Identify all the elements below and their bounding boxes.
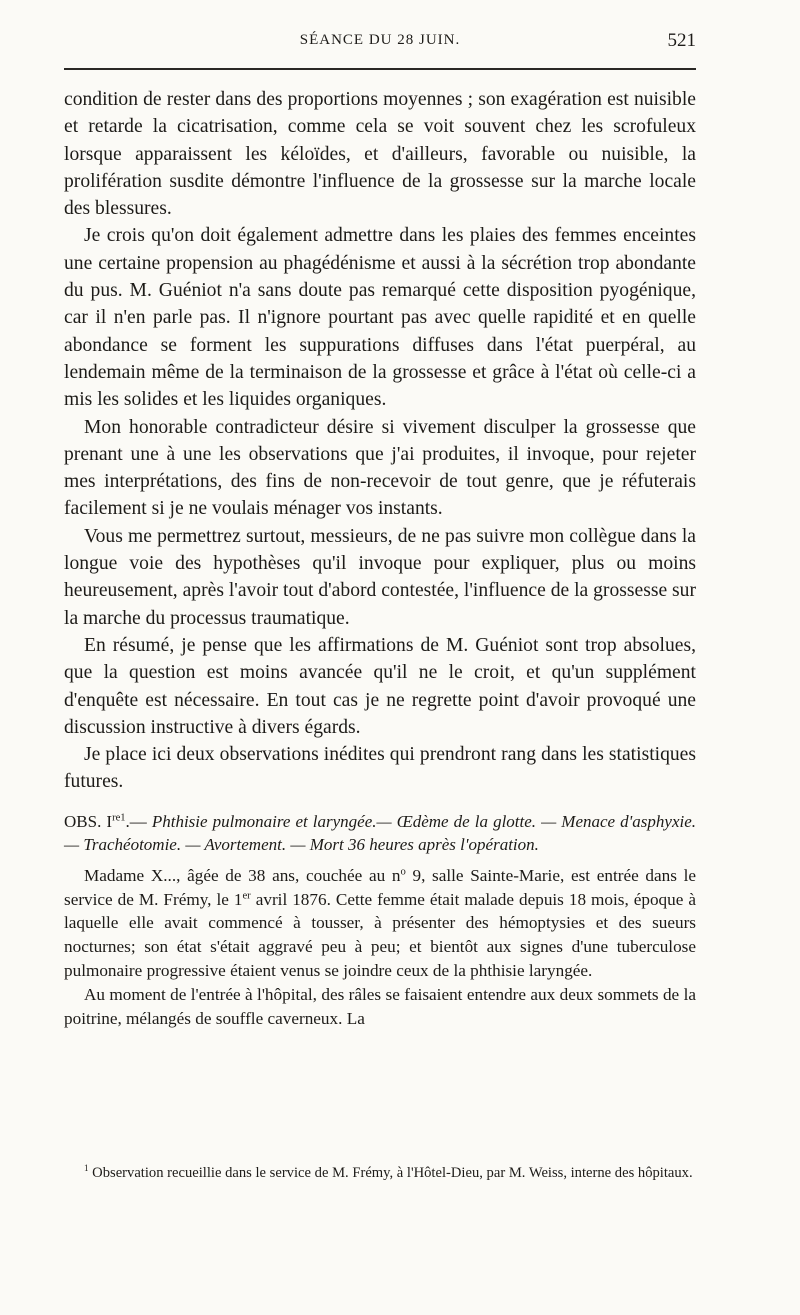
paragraph: Vous me permettrez surtout, messieurs, de ne pas suivre mon collègue dans la longue voie des hypothèses qu'il invoque pour expliquer, plus ou moins heureusement, après l'avoir tout d'abord contestée, l'influence de la grossesse sur la marche du processus traumatique. [64,525,696,629]
observation-paragraph [64,864,696,983]
paragraph: En résumé, je pense que les affirmations de M. Guéniot sont trop absolues, que la question est moins avancée qu'il ne le croit, et qu'un supplément d'enquête est nécessaire. En tout cas je ne regrette point d'avoir provoqué une discussion instructive à divers égards. [64,634,696,738]
observation-body [64,864,696,1031]
page-number: 521 [667,30,696,51]
running-head [64,30,696,54]
header-rule [64,68,696,70]
observation-label-sup: re1 [112,812,126,824]
observation-paragraph: Au moment de l'entrée à l'hôpital, des râles se faisaient entendre aux deux sommets de la poitrine, mélangés de souffle caverneux. La [64,984,696,1028]
paragraph: Je crois qu'on doit également admettre dans les plaies des femmes enceintes une certaine propension au phagédénisme et aussi à la sécrétion trop abondante du pus. M. Guéniot n'a sans doute pas remarqué cette disposition pyogénique, car il n'en parle pas. Il n'ignore pourtant pas avec quelle rapidité et en quelle abondance se forment les suppurations diffuses dans l'état puerpéral, au lendemain même de la terminaison de la grossesse et grâce à l'état où celle-ci a mis les solides et les liquides organiques. [64,225,696,411]
observation-title: Phthisie pulmonaire et laryngée.— Œdème de la glotte. — Menace d'asphyxie. — Trachéotomie. — Avortement. — Mort 36 heures après l'opération. [64,811,697,854]
observation-label-prefix: OBS. I [64,811,113,831]
main-text [64,86,696,796]
footnote-marker: 1 [84,1163,89,1174]
footnote [64,1163,696,1183]
running-title: SÉANCE DU 28 JUIN. [299,32,461,48]
observation-label [64,812,152,831]
footnote-text: Observation recueillie dans le service de M. Frémy, à l'Hôtel-Dieu, par M. Weiss, interne des hôpitaux. [88,1165,693,1181]
observation-heading [64,810,696,856]
observation-label-suffix: .— [125,811,152,831]
paragraph: Mon honorable contradicteur désire si vivement disculper la grossesse que prenant une à une les observations que j'ai produites, il invoque, pour rejeter mes interprétations, des fins de non-recevoir de tout genre, que je réfuterais facilement si je ne voulais ménager vos instants. [64,416,696,520]
paragraph: condition de rester dans des proportions moyennes ; son exagération est nuisible et retarde la cicatrisation, comme cela se voit souvent chez les scrofuleux lorsque apparaissent les kéloïdes, et d'ailleurs, favorable ou nuisible, la prolifération susdite démontre l'influence de la grossesse sur la marche locale des blessures. [64,89,696,220]
body-text [64,86,696,1030]
superscript: o [400,865,406,877]
text-run: 9, salle Sainte-Marie, est entrée dans le service de M. Frémy, le 1 [64,865,696,909]
superscript: er [242,889,251,901]
text-run: avril 1876. Cette femme était malade depuis 18 mois, époque à laquelle elle avait commencé à tousser, à présenter des hémoptysies et des sueurs nocturnes; son état s'était aggravé peu à peu; et bientôt aux signes d'une tuberculose pulmonaire progressive étaient venus se joindre ceux de la phthisie laryngée. [64,889,696,980]
paragraph: Je place ici deux observations inédites qui prendront rang dans les statistiques futures. [64,744,696,793]
text-run: Madame X..., âgée de 38 ans, couchée au n [84,865,401,885]
